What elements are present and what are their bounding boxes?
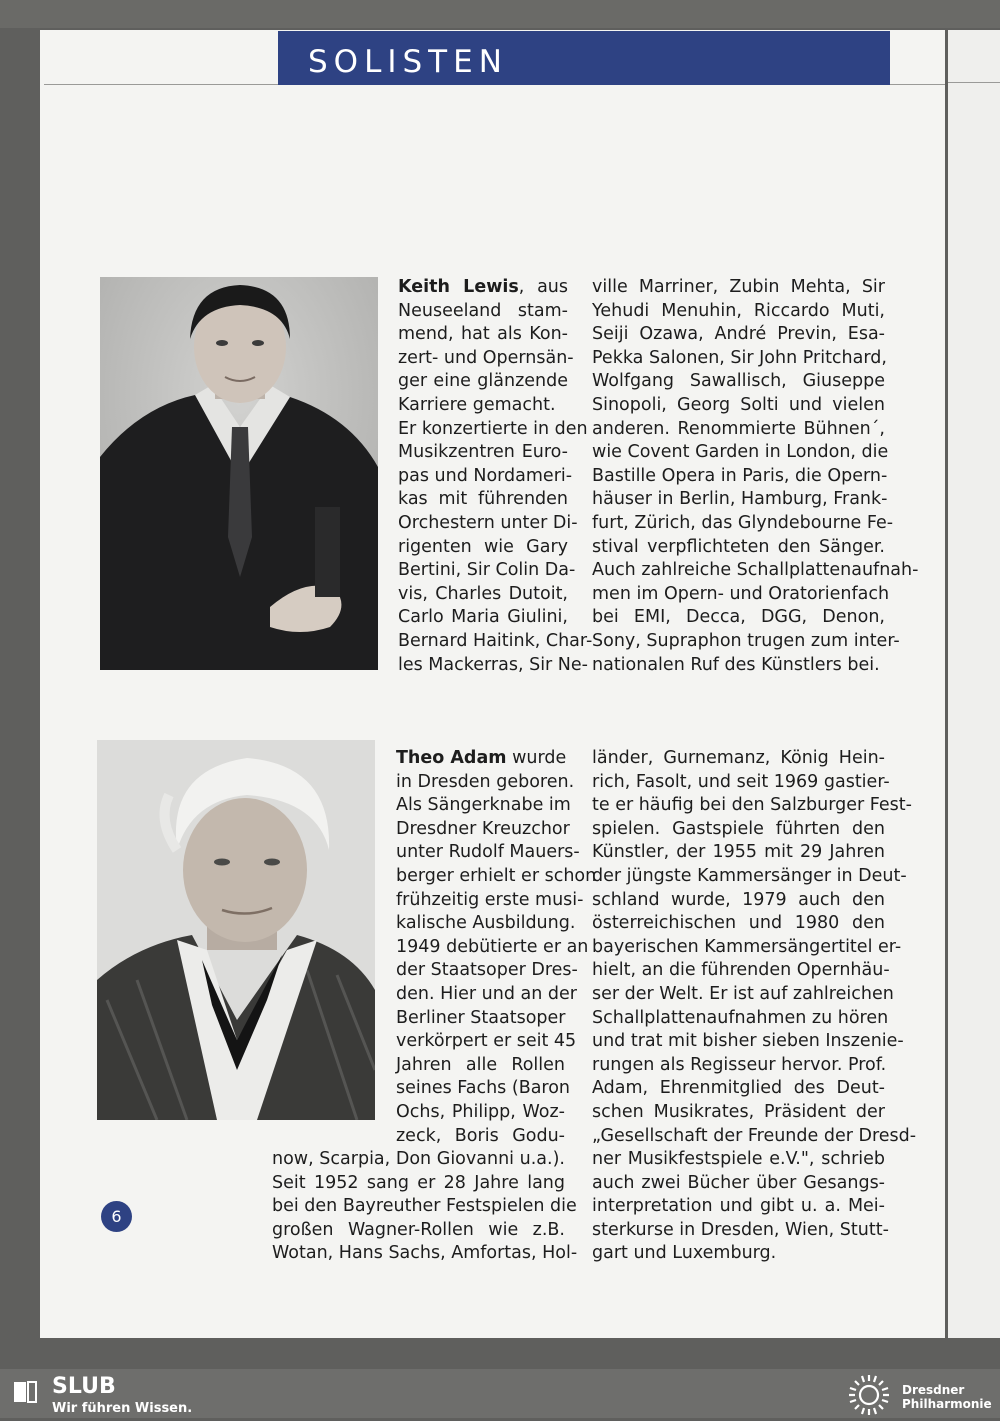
soloist-name: Keith Lewis	[398, 277, 519, 297]
page-number-badge: 6	[101, 1201, 132, 1232]
bio-keith-lewis-col1: Keith Lewis, aus Neuseeland stam- mend, hat als Kon- zert- und Opernsän- ger eine glänzende Karriere gemacht. Er konzertierte in den Musikzentren Euro- pas und Nordameri- kas mit führenden Orchestern unter Di- rigenten wie Gary Bertini, Sir Colin Da- vis, Charles Dutoit, Carlo Maria Giulini, Bernard Haitink, Char- les Mackerras, Sir Ne-	[398, 277, 593, 675]
bio-theo-adam-col1: Theo Adam wurde in Dresden geboren. Als Sängerknabe im Dresdner Kreuzchor unter Rudolf Mauers- berger erhielt er schon frühzeitig erste musi- kalische Ausbildung. 1949 debütierte er an der Staatsoper Dres- den. Hier und an der Berliner Staatsoper verkörpert er seit 45 Jahren alle Rollen seines Fachs (Baron Ochs, Philipp, Woz- zeck, Boris Godu-	[396, 748, 597, 1146]
portrait-photo-keith-lewis	[100, 277, 378, 670]
scan-background	[0, 0, 1000, 28]
section-title: SOLISTEN	[308, 44, 508, 80]
library-name[interactable]: SLUB	[52, 1374, 116, 1399]
slub-logo-icon	[12, 1378, 38, 1404]
next-page-edge	[948, 30, 1000, 1338]
partner-name-line2: Philharmonie	[902, 1397, 992, 1411]
library-tagline: Wir führen Wissen.	[52, 1401, 193, 1416]
partner-name-line1: Dresdner	[902, 1383, 965, 1397]
bio-theo-adam-col1-wide: now, Scarpia, Don Giovanni u.a.). Seit 1952 sang er 28 Jahre lang bei den Bayreuther Festspielen die großen Wagner-Rollen wie z.B. Wotan, Hans Sachs, Amfortas, Hol-	[272, 1149, 578, 1264]
header-rule-left	[44, 84, 278, 85]
bio-theo-adam-col2: länder, Gurnemanz, König Hein- rich, Fasolt, und seit 1969 gastier- te er häufig bei den Salzburger Fest- spielen. Gastspiele führten den Künstler, der 1955 mit 29 Jahren der jüngste Kammersänger in Deut- schland wurde, 1979 auch den österreichischen und 1980 den bayerischen Kammersängertitel er- hielt, an die führenden Opernhäu- ser der Welt. Er ist auf zahlreichen Schallplattenaufnahmen zu hören und trat mit bisher sieben Inszenie- rungen als Regisseur hervor. Prof. Adam, Ehrenmitglied des Deut- schen Musikrates, Präsident der „Gesellschaft der Freunde der Dresd- ner Musikfestspiele e.V.", schrieb auch zwei Bücher über Gesangs- interpretation und gibt u. a. Mei- sterkurse in Dresden, Wien, Stutt- gart und Luxemburg.	[592, 748, 917, 1264]
bio-keith-lewis-col2: ville Marriner, Zubin Mehta, Sir Yehudi Menuhin, Riccardo Muti, Seiji Ozawa, André Previn, Esa- Pekka Salonen, Sir John Pritchard, Wolfgang Sawallisch, Giuseppe Sinopoli, Georg Solti und vielen anderen. Renommierte Bühnen´, wie Covent Garden in London, die Bastille Opera in Paris, die Opern- häuser in Berlin, Hamburg, Frank- furt, Zürich, das Glyndebourne Fe- stival verpflichteten den Sänger. Auch zahlreiche Schallplattenaufnah- men im Opern- und Oratorienfach bei EMI, Decca, DGG, Denon, Sony, Supraphon trugen zum inter- nationalen Ruf des Künstlers bei.	[592, 277, 919, 675]
philharmonie-logo-icon	[843, 1373, 895, 1417]
soloist-name: Theo Adam	[396, 748, 507, 768]
header-rule-right	[890, 84, 945, 85]
portrait-photo-theo-adam	[97, 740, 375, 1120]
